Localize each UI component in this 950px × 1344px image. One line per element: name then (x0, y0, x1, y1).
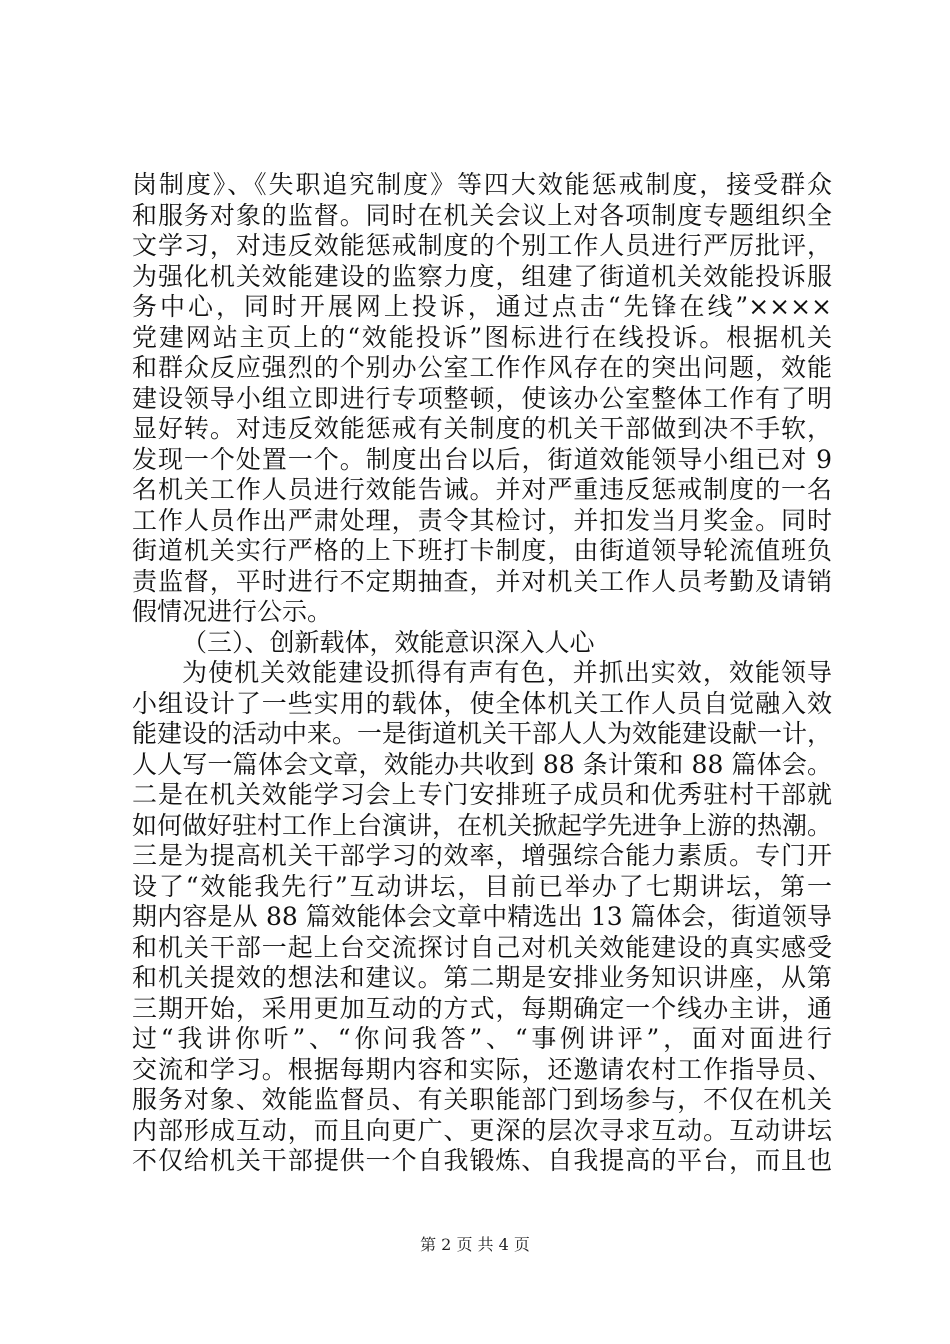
text-line: 小组设计了一些实用的载体，使全体机关工作人员自觉融入效 (132, 688, 832, 718)
text-line: 街道机关实行严格的上下班打卡制度，由街道领导轮流值班负 (132, 536, 832, 565)
body-text (132, 170, 832, 1177)
text-line: 能建设的活动中来。一是街道机关干部人人为效能建设献一计， (132, 719, 833, 748)
text-line: 服务对象、效能监督员、有关职能部门到场参与，不仅在机关 (132, 1085, 832, 1114)
text-line: 二是在机关效能学习会上专门安排班子成员和优秀驻村干部就 (132, 780, 832, 809)
text-line: 名机关工作人员进行效能告诫。并对严重违反惩戒制度的一名 (132, 475, 832, 504)
text-line: 和机关干部一起上台交流探讨自己对机关效能建设的真实感受 (132, 932, 832, 962)
text-line: 如何做好驻村工作上台演讲，在机关掀起学先进争上游的热潮。 (132, 810, 833, 840)
text-line: 交流和学习。根据每期内容和实际，还邀请农村工作指导员、 (132, 1054, 832, 1084)
text-line: 岗制度》、《失职追究制度》等四大效能惩戒制度，接受群众 (132, 170, 832, 199)
text-line: 显好转。对违反效能惩戒有关制度的机关干部做到决不手软， (132, 414, 832, 443)
text-line: 为强化机关效能建设的监察力度，组建了街道机关效能投诉服 (132, 261, 832, 291)
text-line: 工作人员作出严肃处理，责令其检讨，并扣发当月奖金。同时 (132, 505, 832, 535)
text-line: 党建网站主页上的“效能投诉”图标进行在线投诉。根据机关 (132, 322, 832, 352)
text-line: 三期开始，采用更加互动的方式，每期确定一个线办主讲，通 (132, 993, 832, 1023)
text-line: 和群众反应强烈的个别办公室工作作风存在的突出问题，效能 (132, 353, 832, 382)
text-line: 内部形成互动，而且向更广、更深的层次寻求互动。互动讲坛 (132, 1115, 832, 1145)
text-line: 不仅给机关干部提供一个自我锻炼、自我提高的平台，而且也 (132, 1146, 832, 1175)
text-line: 务中心，同时开展网上投诉，通过点击“先锋在线”×××× (132, 292, 832, 321)
text-line: 三是为提高机关干部学习的效率，增强综合能力素质。专门开 (132, 841, 832, 870)
text-line: 和服务对象的监督。同时在机关会议上对各项制度专题组织全 (132, 200, 832, 230)
text-line: 期内容是从 88 篇效能体会文章中精选出 13 篇体会，街道领导 (132, 902, 832, 931)
text-line: 为使机关效能建设抓得有声有色，并抓出实效，效能领导 (182, 658, 832, 687)
text-line: 责监督，平时进行不定期抽查，并对机关工作人员考勤及请销 (132, 566, 832, 596)
text-line: 假情况进行公示。 (132, 597, 333, 626)
section-heading: （三）、创新载体，效能意识深入人心 (182, 627, 595, 657)
text-line: 文学习，对违反效能惩戒制度的个别工作人员进行严厉批评， (132, 231, 832, 260)
text-line: 过“我讲你听”、“你问我答”、“事例讲评”，面对面进行 (132, 1024, 832, 1053)
text-line: 人人写一篇体会文章，效能办共收到 88 条计策和 88 篇体会。 (132, 749, 832, 779)
text-line: 发现一个处置一个。制度出台以后，街道效能领导小组已对 9 (132, 444, 832, 474)
text-line: 设了“效能我先行”互动讲坛，目前已举办了七期讲坛，第一 (132, 871, 832, 901)
text-line: 和机关提效的想法和建议。第二期是安排业务知识讲座，从第 (132, 963, 832, 992)
text-line: 建设领导小组立即进行专项整顿，使该办公室整体工作有了明 (132, 383, 832, 413)
page-footer: 第 2 页 共 4 页 (420, 1235, 530, 1254)
